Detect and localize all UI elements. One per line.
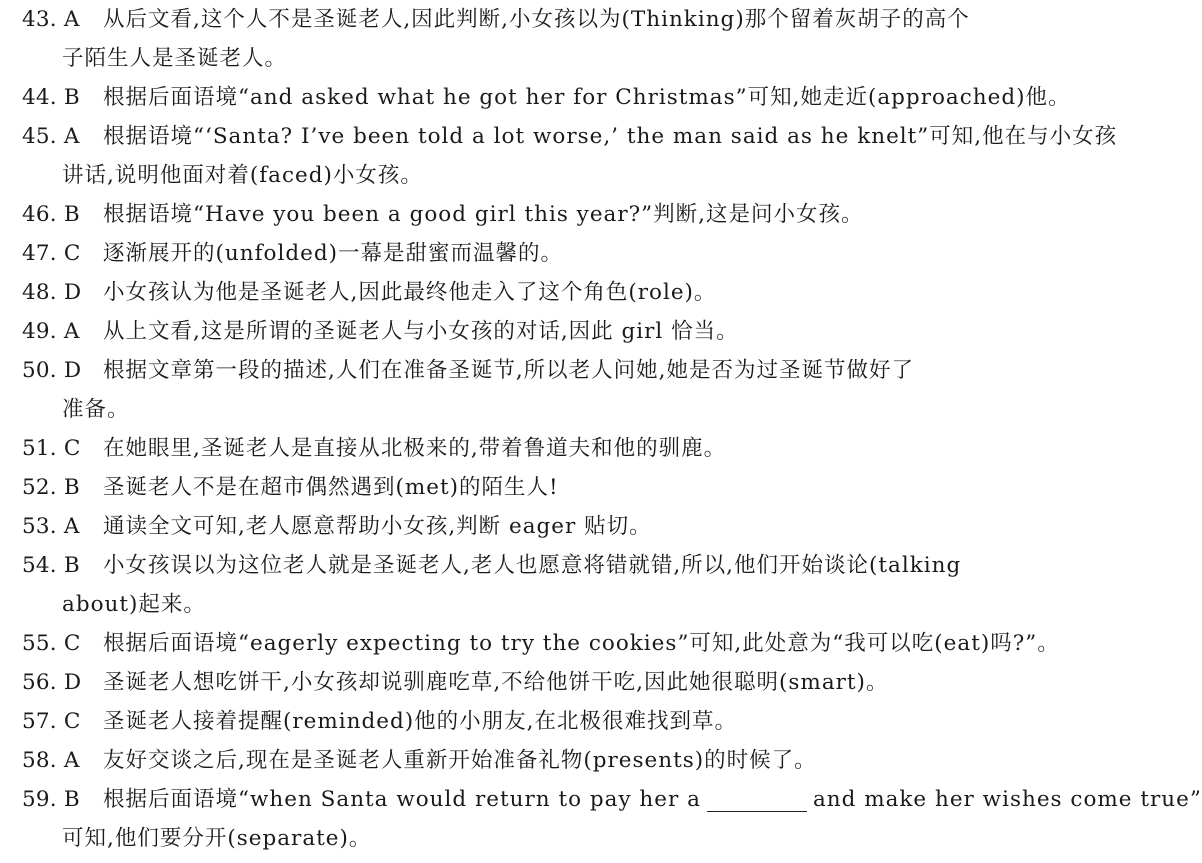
answer-explanation: 从后文看,这个人不是圣诞老人,因此判断,小女孩以为(Thinking)那个留着灰胡子的高个 <box>103 7 970 32</box>
answer-explanation-continued: 可知,他们要分开(separate)。 <box>62 826 372 851</box>
answer-number: 59. B <box>22 787 80 812</box>
answer-number: 53. A <box>22 514 80 539</box>
answer-item-55 <box>0 624 1128 663</box>
answer-number: 55. C <box>22 631 81 656</box>
answer-explanation: 逐渐展开的(unfolded)一幕是甜蜜而温馨的。 <box>103 241 563 266</box>
answer-explanation: 小女孩误以为这位老人就是圣诞老人,老人也愿意将错就错,所以,他们开始谈论(talking <box>103 553 962 578</box>
answer-item-56 <box>0 663 1128 702</box>
answer-number: 48. D <box>22 280 82 305</box>
answer-item-54 <box>0 546 1128 624</box>
answer-number: 49. A <box>22 319 80 344</box>
answer-explanation: 根据语境“‘Santa? I’ve been told a lot worse,’ the man said as he knelt”可知,他在与小女孩 <box>103 124 1118 149</box>
answer-explanation-continued: 讲话,说明他面对着(faced)小女孩。 <box>62 163 423 188</box>
answer-number: 57. C <box>22 709 81 734</box>
answer-number: 52. B <box>22 475 80 500</box>
answer-item-48 <box>0 273 1128 312</box>
answer-item-57 <box>0 702 1128 741</box>
quote-after-blank: and make her wishes come true” <box>812 787 1202 812</box>
answer-item-47 <box>0 234 1128 273</box>
answer-explanation-continued: 子陌生人是圣诞老人。 <box>62 46 288 71</box>
answer-explanation: 圣诞老人不是在超市偶然遇到(met)的陌生人! <box>103 475 559 500</box>
answer-item-44 <box>0 78 1128 117</box>
answer-item-50 <box>0 351 1128 429</box>
answer-explanation: 根据文章第一段的描述,人们在准备圣诞节,所以老人问她,她是否为过圣诞节做好了 <box>103 358 915 383</box>
answer-explanation: 在她眼里,圣诞老人是直接从北极来的,带着鲁道夫和他的驯鹿。 <box>103 436 727 461</box>
answer-explanation: 从上文看,这是所谓的圣诞老人与小女孩的对话,因此 girl 恰当。 <box>103 319 739 344</box>
answer-item-46 <box>0 195 1128 234</box>
answer-explanation-continued: 准备。 <box>62 397 130 422</box>
answer-explanation-continued: about)起来。 <box>62 592 206 617</box>
answer-explanation: 通读全文可知,老人愿意帮助小女孩,判断 eager 贴切。 <box>103 514 652 539</box>
answer-explanation <box>103 780 1202 819</box>
answer-number: 54. B <box>22 553 80 578</box>
answer-explanation: 根据语境“Have you been a good girl this year?”判断,这是问小女孩。 <box>103 202 864 227</box>
answer-explanation: 小女孩认为他是圣诞老人,因此最终他走入了这个角色(role)。 <box>103 280 717 305</box>
answer-item-59 <box>0 780 1202 858</box>
answer-number: 50. D <box>22 358 82 383</box>
answer-explanation: 根据后面语境“eagerly expecting to try the cookies”可知,此处意为“我可以吃(eat)吗?”。 <box>103 631 1060 656</box>
answer-item-53 <box>0 507 1128 546</box>
answer-number: 43. A <box>22 7 80 32</box>
answer-item-58 <box>0 741 1128 780</box>
answer-number: 46. B <box>22 202 80 227</box>
answer-item-43 <box>0 0 1128 78</box>
answer-explanation: 圣诞老人想吃饼干,小女孩却说驯鹿吃草,不给他饼干吃,因此她很聪明(smart)。 <box>103 670 889 695</box>
answer-number: 51. C <box>22 436 81 461</box>
answer-explanation: 圣诞老人接着提醒(reminded)他的小朋友,在北极很难找到草。 <box>103 709 737 734</box>
answer-number: 58. A <box>22 748 80 773</box>
answer-number: 56. D <box>22 670 82 695</box>
answer-item-51 <box>0 429 1128 468</box>
answer-number: 45. A <box>22 124 80 149</box>
answer-item-45 <box>0 117 1128 195</box>
answer-number: 47. C <box>22 241 81 266</box>
quote-before-blank: 根据后面语境“when Santa would return to pay her a <box>103 787 701 812</box>
fill-in-blank <box>707 789 807 812</box>
answer-explanation: 友好交谈之后,现在是圣诞老人重新开始准备礼物(presents)的时候了。 <box>103 748 817 773</box>
answer-item-52 <box>0 468 1128 507</box>
answer-item-49 <box>0 312 1128 351</box>
answer-number: 44. B <box>22 85 80 110</box>
answer-explanation: 根据后面语境“and asked what he got her for Christmas”可知,她走近(approached)他。 <box>103 85 1071 110</box>
